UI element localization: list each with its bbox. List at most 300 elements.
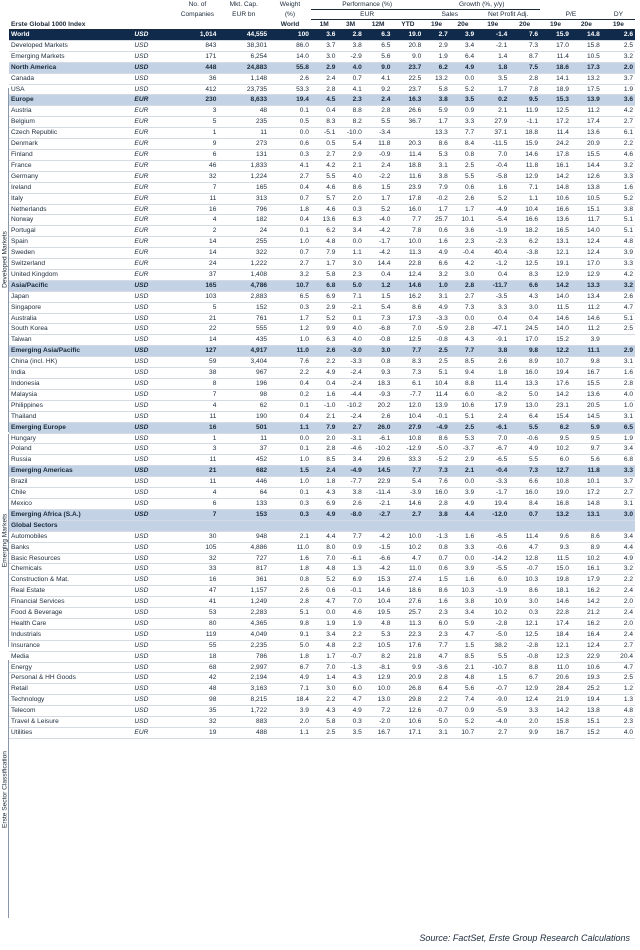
value-cell: 15.8 [540, 717, 571, 728]
value-cell: 182 [218, 215, 269, 226]
value-cell: 3.4 [337, 226, 363, 237]
value-cell: 0.4 [509, 313, 540, 324]
value-cell: 13.2 [423, 73, 449, 84]
currency-cell: EUR [132, 106, 176, 117]
value-cell [311, 520, 337, 531]
value-cell: 15.5 [571, 379, 602, 390]
value-cell: 4.3 [311, 706, 337, 717]
value-cell: 3.0 [509, 597, 540, 608]
value-cell: 10.7 [540, 357, 571, 368]
value-cell: 8.2 [337, 117, 363, 128]
value-cell: 2.0 [311, 433, 337, 444]
value-cell: 24 [218, 226, 269, 237]
value-cell: 22.9 [364, 477, 393, 488]
value-cell: 2.2 [337, 640, 363, 651]
value-cell: 3.4 [602, 444, 635, 455]
value-cell: 4.1 [269, 160, 311, 171]
value-cell: 17.2 [571, 488, 602, 499]
currency-cell: USD [132, 357, 176, 368]
table-row [9, 368, 635, 379]
value-cell: 2.1 [311, 411, 337, 422]
value-cell: 11.5 [540, 553, 571, 564]
value-cell: 35 [177, 706, 219, 717]
value-cell: 3.1 [602, 411, 635, 422]
value-cell: 40.4 [476, 248, 509, 259]
value-cell: 5.5 [364, 117, 393, 128]
currency-cell: USD [132, 640, 176, 651]
value-cell: 6.5 [364, 40, 393, 51]
value-cell: 4.4 [602, 542, 635, 553]
value-cell: 14.6 [571, 313, 602, 324]
value-cell: 2.5 [602, 673, 635, 684]
value-cell: 16.5 [540, 226, 571, 237]
value-cell: -0.8 [364, 335, 393, 346]
value-cell: 19.3 [571, 673, 602, 684]
value-cell: 3.0 [311, 684, 337, 695]
value-cell: 3.3 [602, 466, 635, 477]
value-cell: 7.6 [509, 30, 540, 41]
value-cell: 8.9 [571, 542, 602, 553]
value-cell: 0.4 [269, 215, 311, 226]
value-cell: 0.0 [450, 73, 476, 84]
row-label: South Korea [9, 324, 132, 335]
value-cell: 27.4 [392, 575, 423, 586]
value-cell: 12.9 [571, 269, 602, 280]
value-cell: 5.6 [364, 51, 393, 62]
value-cell: 1,408 [218, 269, 269, 280]
value-cell: 727 [218, 553, 269, 564]
currency-cell: USD [132, 379, 176, 390]
sales-header: Sales [423, 10, 476, 20]
value-cell: 11.4 [423, 389, 449, 400]
value-cell: 4,365 [218, 618, 269, 629]
value-cell: 796 [218, 204, 269, 215]
value-cell: 4.8 [450, 673, 476, 684]
value-cell: 18.2 [509, 226, 540, 237]
value-cell: 1.8 [311, 477, 337, 488]
value-cell: 32 [177, 171, 219, 182]
value-cell: 4.0 [337, 171, 363, 182]
value-cell: 13.1 [540, 237, 571, 248]
value-cell: 5.3 [364, 629, 393, 640]
value-cell: 6.4 [450, 51, 476, 62]
value-cell: 2.8 [337, 30, 363, 41]
value-cell: 11.9 [509, 106, 540, 117]
table-row [9, 553, 635, 564]
pe-header: P/E [540, 10, 602, 20]
row-label: Norway [9, 215, 132, 226]
value-cell: 1.8 [269, 651, 311, 662]
value-cell: 9.8 [509, 346, 540, 357]
value-cell: 10.3 [450, 586, 476, 597]
value-cell: 7.1 [269, 684, 311, 695]
value-cell: 0.2 [269, 389, 311, 400]
value-cell: 7.0 [476, 433, 509, 444]
currency-cell: USD [132, 651, 176, 662]
value-cell: 5.1 [450, 411, 476, 422]
value-cell: 12.5 [392, 335, 423, 346]
value-cell: 11 [177, 193, 219, 204]
mktcap-header-1: Mkt. Cap. [229, 1, 258, 9]
value-cell: 5.2 [311, 313, 337, 324]
currency-cell: USD [132, 673, 176, 684]
value-cell: 3.1 [423, 291, 449, 302]
value-cell: 361 [218, 575, 269, 586]
value-cell [392, 520, 423, 531]
value-cell: 1.7 [311, 259, 337, 270]
value-cell: 5.9 [571, 422, 602, 433]
value-cell: 20.6 [540, 673, 571, 684]
value-cell: 6.7 [509, 673, 540, 684]
value-cell: -5.2 [423, 455, 449, 466]
value-cell: 4.3 [337, 673, 363, 684]
value-cell: -2.4 [337, 368, 363, 379]
value-cell: 0.6 [269, 139, 311, 150]
value-cell: 4.1 [337, 84, 363, 95]
value-cell: 10.6 [540, 193, 571, 204]
value-cell: 3.5 [450, 95, 476, 106]
value-cell: 13.2 [540, 509, 571, 520]
value-cell: 3.9 [450, 30, 476, 41]
value-cell: 2.2 [311, 357, 337, 368]
currency-cell: USD [132, 542, 176, 553]
currency-cell: USD [132, 706, 176, 717]
value-cell: 17.1 [392, 728, 423, 739]
value-cell: 7.9 [423, 182, 449, 193]
value-cell: 2.7 [602, 488, 635, 499]
currency-cell: USD [132, 597, 176, 608]
value-cell: 8.3 [311, 117, 337, 128]
value-cell: 6.0 [540, 455, 571, 466]
region-row [9, 62, 635, 73]
value-cell: 6.9 [337, 575, 363, 586]
value-cell: 761 [218, 313, 269, 324]
value-cell: 2.8 [423, 673, 449, 684]
value-cell: 488 [218, 728, 269, 739]
value-cell: 23,735 [218, 84, 269, 95]
value-cell: -6.5 [476, 531, 509, 542]
table-row [9, 498, 635, 509]
value-cell: 5.2 [450, 717, 476, 728]
value-cell: 17.4 [540, 618, 571, 629]
value-cell: 4.8 [602, 237, 635, 248]
value-cell: 14 [177, 248, 219, 259]
value-cell: 2.6 [364, 411, 393, 422]
currency-cell: USD [132, 280, 176, 291]
value-cell: 2.2 [602, 575, 635, 586]
value-cell: 11.0 [540, 662, 571, 673]
value-cell: -4.9 [423, 422, 449, 433]
value-cell [450, 520, 476, 531]
value-cell: 18.3 [364, 379, 393, 390]
value-cell: 5.4 [337, 139, 363, 150]
value-cell: 25.7 [392, 608, 423, 619]
table-row [9, 597, 635, 608]
value-cell: 86.0 [269, 40, 311, 51]
value-cell: 37.1 [476, 128, 509, 139]
value-cell: 15.1 [571, 204, 602, 215]
value-cell: 171 [177, 51, 219, 62]
value-cell: 5.5 [450, 171, 476, 182]
value-cell: 230 [177, 95, 219, 106]
value-cell: 19.5 [364, 608, 393, 619]
value-cell: 3.9 [571, 335, 602, 346]
value-cell: 14.4 [364, 259, 393, 270]
value-cell: 2.8 [450, 280, 476, 291]
value-cell: 16 [177, 575, 219, 586]
currency-cell: EUR [132, 237, 176, 248]
value-cell: -11.7 [476, 280, 509, 291]
table-row [9, 73, 635, 84]
value-cell: 27.9 [476, 117, 509, 128]
value-cell: 10.4 [509, 204, 540, 215]
value-cell: 41 [177, 597, 219, 608]
table-row [9, 335, 635, 346]
value-cell: 1.6 [450, 531, 476, 542]
value-cell: 1.2 [269, 324, 311, 335]
row-label: Japan [9, 291, 132, 302]
value-cell: 0.1 [269, 226, 311, 237]
value-cell: 0.0 [311, 608, 337, 619]
value-cell: 14.8 [571, 498, 602, 509]
value-cell: 9.1 [269, 629, 311, 640]
value-cell: 1.3 [337, 564, 363, 575]
table-row [9, 400, 635, 411]
value-cell: -2.1 [337, 302, 363, 313]
value-cell: -0.9 [364, 149, 393, 160]
value-cell: 7.1 [337, 291, 363, 302]
value-cell: 4.6 [311, 204, 337, 215]
value-cell: 13.3 [509, 379, 540, 390]
value-cell: 3.7 [602, 477, 635, 488]
table-row [9, 488, 635, 499]
value-cell: 1.0 [423, 280, 449, 291]
value-cell: 2.1 [476, 106, 509, 117]
value-cell: -2.9 [337, 51, 363, 62]
value-cell: -3.3 [476, 477, 509, 488]
region-row [9, 95, 635, 106]
value-cell: 64 [218, 488, 269, 499]
value-cell: 0.4 [476, 269, 509, 280]
value-cell: 12.7 [540, 466, 571, 477]
currency-cell: EUR [132, 248, 176, 259]
value-cell: 32 [177, 553, 219, 564]
value-cell: 3.8 [337, 488, 363, 499]
value-cell: 3.7 [311, 40, 337, 51]
value-cell: 6.3 [337, 215, 363, 226]
weight-header-2: (%) [284, 11, 296, 18]
value-cell: 4.7 [450, 629, 476, 640]
value-cell: -1.5 [364, 542, 393, 553]
value-cell: 18.4 [269, 695, 311, 706]
value-cell: -1.3 [337, 662, 363, 673]
value-cell: 2.8 [311, 84, 337, 95]
value-cell: 2.5 [423, 357, 449, 368]
value-cell: -8.1 [364, 662, 393, 673]
value-cell: 12.3 [540, 651, 571, 662]
net-profit-header: Net Profit Adj. [476, 10, 540, 20]
value-cell: 9.0 [364, 62, 393, 73]
value-cell: 16.0 [509, 368, 540, 379]
value-cell: 8.5 [311, 455, 337, 466]
value-cell: 16.2 [571, 586, 602, 597]
value-cell: 1 [177, 128, 219, 139]
value-cell: -5.1 [311, 128, 337, 139]
np-19e-header: 19e [476, 20, 509, 30]
table-row [9, 215, 635, 226]
table-row [9, 586, 635, 597]
value-cell: 7.0 [476, 149, 509, 160]
value-cell: 235 [218, 117, 269, 128]
value-cell: 6.6 [509, 280, 540, 291]
value-cell: 5.4 [364, 302, 393, 313]
value-cell: -0.8 [509, 651, 540, 662]
region-row [9, 509, 635, 520]
value-cell: 33 [177, 564, 219, 575]
value-cell: 16.7 [571, 368, 602, 379]
value-cell: 23.7 [392, 84, 423, 95]
value-cell: 13.1 [571, 509, 602, 520]
value-cell: 11.4 [509, 531, 540, 542]
col-1m-header: 1M [311, 20, 337, 30]
value-cell: 3.2 [602, 564, 635, 575]
value-cell: 1.6 [311, 389, 337, 400]
row-label: Europe [9, 95, 132, 106]
value-cell: 1.3 [602, 695, 635, 706]
value-cell: 10.2 [571, 553, 602, 564]
table-row [9, 477, 635, 488]
value-cell: 2.2 [602, 139, 635, 150]
row-label: Food & Beverage [9, 608, 132, 619]
value-cell: 19.4 [540, 368, 571, 379]
value-cell: -3.3 [423, 313, 449, 324]
value-cell: 2.9 [450, 455, 476, 466]
value-cell: -4.6 [337, 444, 363, 455]
value-cell: 1.0 [269, 477, 311, 488]
table-row [9, 237, 635, 248]
value-cell: 1.7 [423, 204, 449, 215]
value-cell: -1.7 [364, 237, 393, 248]
value-cell: 10.0 [392, 531, 423, 542]
value-cell: 8.2 [364, 651, 393, 662]
table-row [9, 193, 635, 204]
currency-cell: EUR [132, 139, 176, 150]
value-cell: 19.4 [269, 95, 311, 106]
value-cell: 24,883 [218, 62, 269, 73]
value-cell: 1.9 [602, 433, 635, 444]
value-cell: -1.3 [423, 531, 449, 542]
currency-cell: USD [132, 717, 176, 728]
value-cell: 36.7 [392, 117, 423, 128]
value-cell: -9.1 [476, 335, 509, 346]
value-cell: 1.1 [509, 193, 540, 204]
mktcap-header-2: EUR bn [232, 11, 256, 18]
value-cell: 1.7 [269, 313, 311, 324]
value-cell: 7.7 [337, 531, 363, 542]
value-cell: 12.8 [509, 553, 540, 564]
value-cell: 4.0 [337, 62, 363, 73]
value-cell: -0.6 [476, 542, 509, 553]
value-cell: 0.6 [450, 182, 476, 193]
value-cell: 15.8 [571, 40, 602, 51]
value-cell: 3.1 [602, 498, 635, 509]
value-cell: 17.8 [392, 193, 423, 204]
value-cell: 4.7 [602, 662, 635, 673]
currency-cell: USD [132, 662, 176, 673]
value-cell: 15.2 [540, 335, 571, 346]
value-cell: 6.0 [423, 618, 449, 629]
value-cell: 1.0 [602, 400, 635, 411]
value-cell: 14.6 [509, 149, 540, 160]
value-cell: 1.5 [450, 640, 476, 651]
table-row [9, 411, 635, 422]
value-cell: 15.9 [509, 139, 540, 150]
value-cell: -5.8 [476, 171, 509, 182]
value-cell: 3.0 [450, 269, 476, 280]
value-cell: 2.0 [602, 62, 635, 73]
value-cell: 68 [177, 662, 219, 673]
value-cell: 152 [218, 302, 269, 313]
region-row [9, 520, 635, 531]
value-cell: 10.8 [540, 477, 571, 488]
value-cell: 3.4 [311, 629, 337, 640]
currency-cell: EUR [132, 259, 176, 270]
row-label: Italy [9, 193, 132, 204]
value-cell: 21 [177, 466, 219, 477]
table-row [9, 248, 635, 259]
row-label: Russia [9, 455, 132, 466]
value-cell: -8.0 [337, 509, 363, 520]
value-cell: 2.2 [423, 695, 449, 706]
value-cell: 2.8 [269, 597, 311, 608]
row-label: Telecom [9, 706, 132, 717]
world-row [9, 30, 635, 41]
value-cell: 6.7 [269, 662, 311, 673]
value-cell: 15.0 [540, 564, 571, 575]
value-cell: 29.6 [364, 455, 393, 466]
value-cell: 12.1 [540, 248, 571, 259]
value-cell: 6.6 [423, 259, 449, 270]
value-cell: -1.4 [476, 30, 509, 41]
value-cell: 4.8 [311, 564, 337, 575]
value-cell: 1.9 [337, 618, 363, 629]
value-cell: 196 [218, 379, 269, 390]
value-cell: 11 [218, 128, 269, 139]
value-cell: -9.0 [476, 695, 509, 706]
value-cell: 6.6 [509, 477, 540, 488]
value-cell: 2.5 [602, 324, 635, 335]
table-row [9, 259, 635, 270]
value-cell: 1.5 [423, 575, 449, 586]
row-label: Banks [9, 542, 132, 553]
value-cell: 19.8 [540, 575, 571, 586]
value-cell: 15.3 [540, 95, 571, 106]
value-cell: 3 [177, 106, 219, 117]
value-cell: 8,633 [218, 95, 269, 106]
value-cell: -1.9 [476, 226, 509, 237]
currency-cell: USD [132, 368, 176, 379]
value-cell: -1.7 [476, 488, 509, 499]
value-cell: 1 [177, 433, 219, 444]
value-cell: 5.5 [476, 651, 509, 662]
row-label: Indonesia [9, 379, 132, 390]
value-cell: 9.4 [450, 368, 476, 379]
region-row [9, 346, 635, 357]
value-cell: 9.3 [364, 368, 393, 379]
value-cell: 0.5 [311, 139, 337, 150]
value-cell: 10.4 [392, 411, 423, 422]
value-cell: 48 [218, 106, 269, 117]
